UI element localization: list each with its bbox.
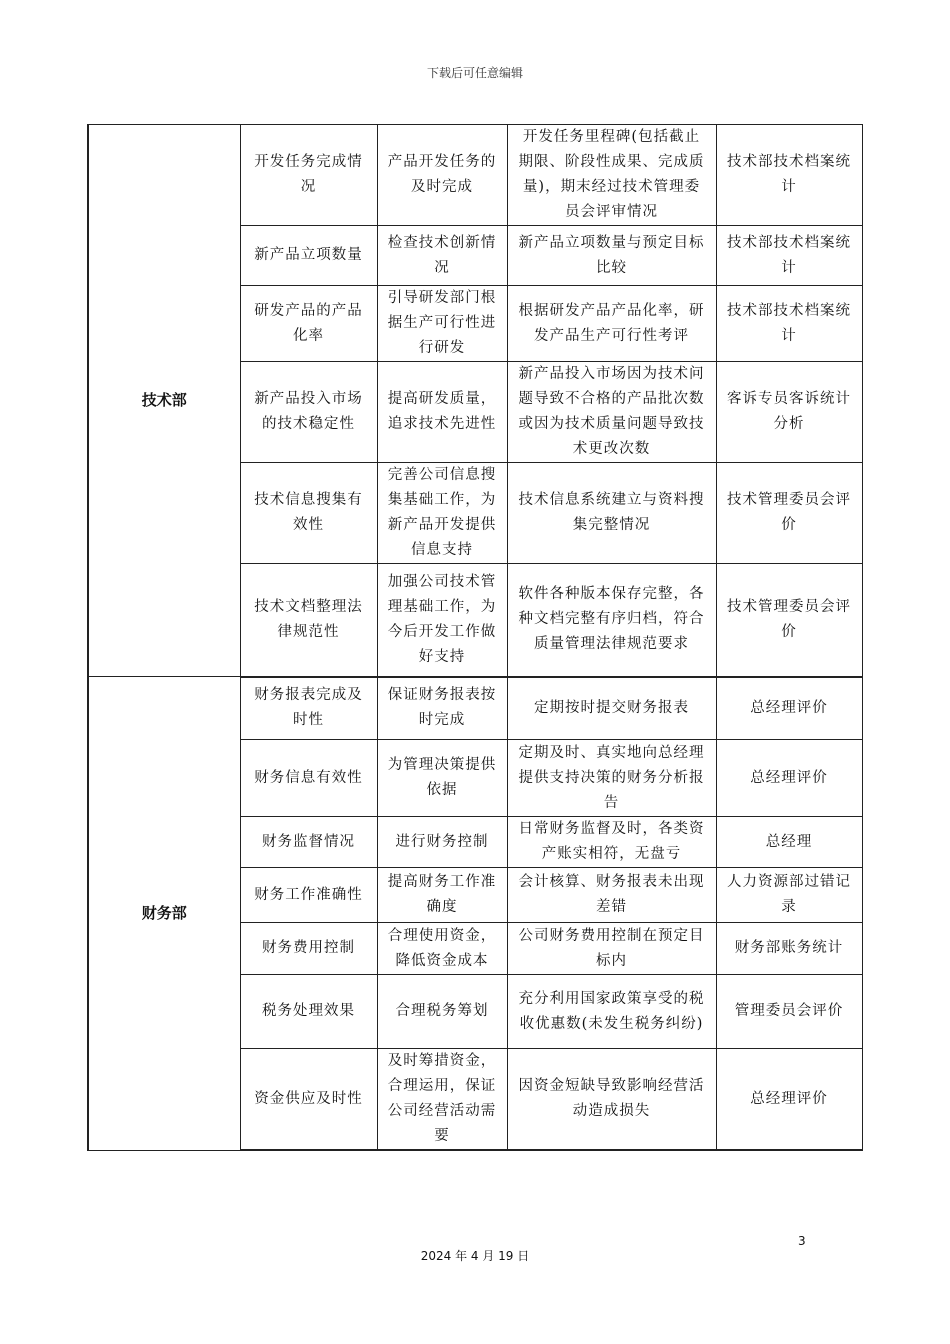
indicator-cell: 开发任务完成情况 xyxy=(240,125,377,226)
purpose-cell: 引导研发部门根据生产可行性进行研发 xyxy=(377,286,507,362)
source-cell: 管理委员会评价 xyxy=(716,975,862,1049)
department-cell: 技术部 xyxy=(88,125,240,677)
purpose-cell: 提高研发质量，追求技术先进性 xyxy=(377,362,507,463)
purpose-cell: 为管理决策提供依据 xyxy=(377,740,507,817)
standard-cell: 定期及时、真实地向总经理提供支持决策的财务分析报告 xyxy=(507,740,716,817)
source-cell: 总经理评价 xyxy=(716,740,862,817)
page-number: 3 xyxy=(798,1234,806,1248)
source-cell: 总经理评价 xyxy=(716,1049,862,1151)
source-cell: 技术部技术档案统计 xyxy=(716,286,862,362)
standard-cell: 开发任务里程碑(包括截止期限、阶段性成果、完成质量)，期末经过技术管理委员会评审情况 xyxy=(507,125,716,226)
standard-cell: 会计核算、财务报表未出现差错 xyxy=(507,868,716,923)
indicator-cell: 财务工作准确性 xyxy=(240,868,377,923)
indicator-cell: 新产品投入市场的技术稳定性 xyxy=(240,362,377,463)
standard-cell: 软件各种版本保存完整，各种文档完整有序归档，符合质量管理法律规范要求 xyxy=(507,564,716,677)
footer-date: 2024 年 4 月 19 日 xyxy=(420,1249,530,1263)
indicator-cell: 财务信息有效性 xyxy=(240,740,377,817)
standard-cell: 根据研发产品产品化率，研发产品生产可行性考评 xyxy=(507,286,716,362)
standard-cell: 技术信息系统建立与资料搜集完整情况 xyxy=(507,463,716,564)
purpose-cell: 及时筹措资金，合理运用，保证公司经营活动需要 xyxy=(377,1049,507,1151)
indicator-cell: 财务监督情况 xyxy=(240,817,377,868)
purpose-cell: 保证财务报表按时完成 xyxy=(377,677,507,740)
kpi-table-body xyxy=(88,125,862,1151)
source-cell: 总经理评价 xyxy=(716,677,862,740)
purpose-cell: 提高财务工作准确度 xyxy=(377,868,507,923)
department-cell: 财务部 xyxy=(88,677,240,1151)
indicator-cell: 财务报表完成及时性 xyxy=(240,677,377,740)
indicator-cell: 新产品立项数量 xyxy=(240,226,377,286)
page-header: 下载后可任意编辑 xyxy=(426,66,523,80)
purpose-cell: 合理税务筹划 xyxy=(377,975,507,1049)
source-cell: 技术管理委员会评价 xyxy=(716,564,862,677)
source-cell: 人力资源部过错记录 xyxy=(716,868,862,923)
source-cell: 技术部技术档案统计 xyxy=(716,125,862,226)
purpose-cell: 完善公司信息搜集基础工作，为新产品开发提供信息支持 xyxy=(377,463,507,564)
source-cell: 总经理 xyxy=(716,817,862,868)
standard-cell: 日常财务监督及时，各类资产账实相符，无盘亏 xyxy=(507,817,716,868)
table-row xyxy=(88,677,862,740)
purpose-cell: 进行财务控制 xyxy=(377,817,507,868)
source-cell: 技术部技术档案统计 xyxy=(716,226,862,286)
indicator-cell: 财务费用控制 xyxy=(240,923,377,975)
purpose-cell: 产品开发任务的及时完成 xyxy=(377,125,507,226)
standard-cell: 新产品立项数量与预定目标比较 xyxy=(507,226,716,286)
kpi-table xyxy=(87,124,863,1151)
standard-cell: 定期按时提交财务报表 xyxy=(507,677,716,740)
standard-cell: 新产品投入市场因为技术问题导致不合格的产品批次数或因为技术质量问题导致技术更改次数 xyxy=(507,362,716,463)
purpose-cell: 加强公司技术管理基础工作，为今后开发工作做好支持 xyxy=(377,564,507,677)
purpose-cell: 合理使用资金，降低资金成本 xyxy=(377,923,507,975)
source-cell: 客诉专员客诉统计分析 xyxy=(716,362,862,463)
source-cell: 技术管理委员会评价 xyxy=(716,463,862,564)
standard-cell: 充分利用国家政策享受的税收优惠数(未发生税务纠纷) xyxy=(507,975,716,1049)
indicator-cell: 税务处理效果 xyxy=(240,975,377,1049)
standard-cell: 因资金短缺导致影响经营活动造成损失 xyxy=(507,1049,716,1151)
purpose-cell: 检查技术创新情况 xyxy=(377,226,507,286)
indicator-cell: 技术信息搜集有效性 xyxy=(240,463,377,564)
standard-cell: 公司财务费用控制在预定目标内 xyxy=(507,923,716,975)
table-row xyxy=(88,125,862,226)
indicator-cell: 资金供应及时性 xyxy=(240,1049,377,1151)
indicator-cell: 技术文档整理法律规范性 xyxy=(240,564,377,677)
source-cell: 财务部账务统计 xyxy=(716,923,862,975)
indicator-cell: 研发产品的产品化率 xyxy=(240,286,377,362)
